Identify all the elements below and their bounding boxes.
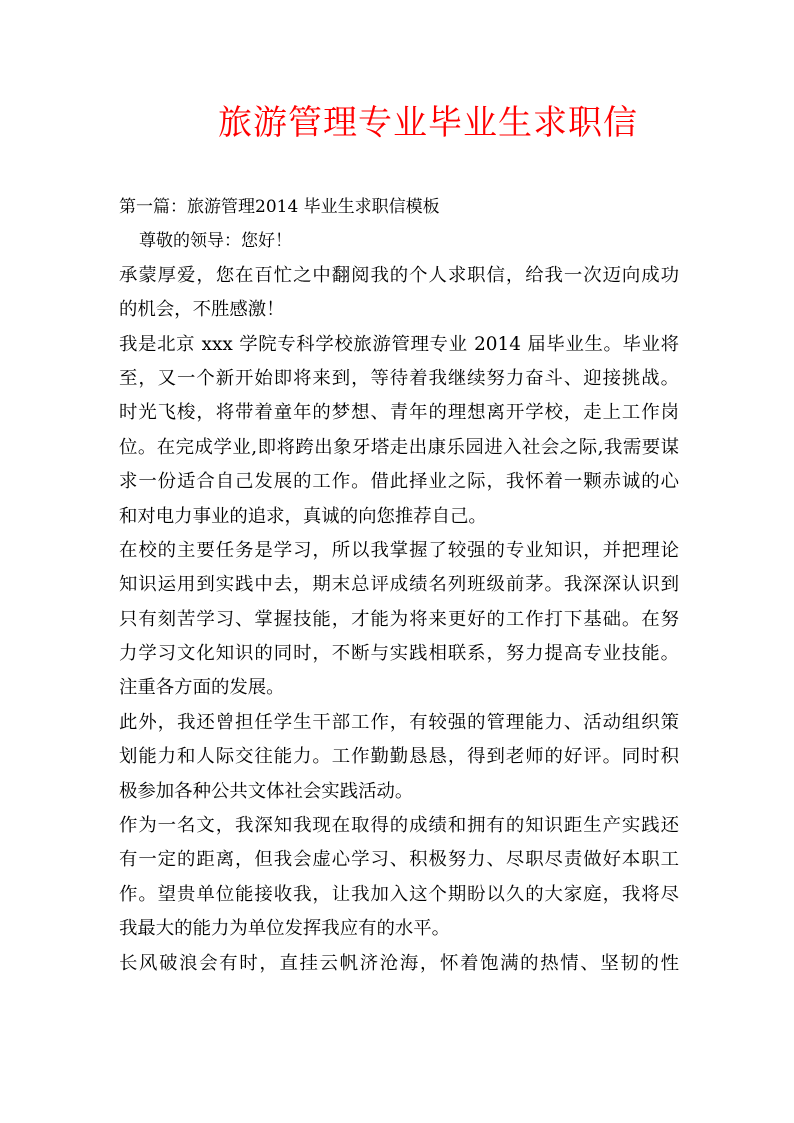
greeting-line: 尊敬的领导：您好！ [139, 231, 292, 252]
body-line: 至，又一个新开始即将来到，等待着我继续努力奋斗、迎接挑战。 [119, 367, 679, 389]
body-line: 注重各方面的发展。 [119, 677, 285, 699]
body-line: 我是北京 xxx 学院专科学校旅游管理专业 2014 届毕业生。毕业将 [119, 333, 679, 355]
body-line: 力学习文化知识的同时，不断与实践相联系，努力提高专业技能。 [119, 643, 679, 665]
body-line: 作为一名文，我深知我现在取得的成绩和拥有的知识距生产实践还 [119, 815, 679, 837]
body-line: 知识运用到实践中去，期末总评成绩名列班级前茅。我深深认识到 [119, 574, 679, 596]
document-title: 旅游管理专业毕业生求职信 [218, 103, 638, 143]
body-line: 位。在完成学业,即将跨出象牙塔走出康乐园进入社会之际,我需要谋 [119, 436, 679, 458]
body-line: 和对电力事业的追求，真诚的向您推荐自己。 [119, 505, 487, 527]
body-line: 此外，我还曾担任学生干部工作，有较强的管理能力、活动组织策 [119, 711, 679, 733]
body-line: 求一份适合自己发展的工作。借此择业之际，我怀着一颗赤诚的心 [119, 471, 679, 493]
body-line: 时光飞梭，将带着童年的梦想、青年的理想离开学校，走上工作岗 [119, 402, 679, 424]
section-heading: 第一篇：旅游管理2014 毕业生求职信模板 [119, 197, 440, 217]
body-line: 的机会，不胜感激！ [119, 299, 285, 321]
document-body [119, 190, 679, 981]
body-line: 划能力和人际交往能力。工作勤勤恳恳，得到老师的好评。同时积 [119, 746, 679, 768]
body-line: 长风破浪会有时，直挂云帆济沧海，怀着饱满的热情、坚韧的性 [119, 952, 679, 974]
body-line: 极参加各种公共文体社会实践活动。 [119, 780, 414, 802]
body-line: 作。望贵单位能接收我，让我加入这个期盼以久的大家庭，我将尽 [119, 883, 679, 905]
body-line: 我最大的能力为单位发挥我应有的水平。 [119, 918, 451, 940]
body-line: 有一定的距离，但我会虚心学习、积极努力、尽职尽责做好本职工 [119, 849, 679, 871]
body-line: 在校的主要任务是学习，所以我掌握了较强的专业知识，并把理论 [119, 539, 679, 561]
body-line: 承蒙厚爱，您在百忙之中翻阅我的个人求职信，给我一次迈向成功 [119, 264, 679, 286]
body-line: 只有刻苦学习、掌握技能，才能为将来更好的工作打下基础。在努 [119, 608, 679, 630]
